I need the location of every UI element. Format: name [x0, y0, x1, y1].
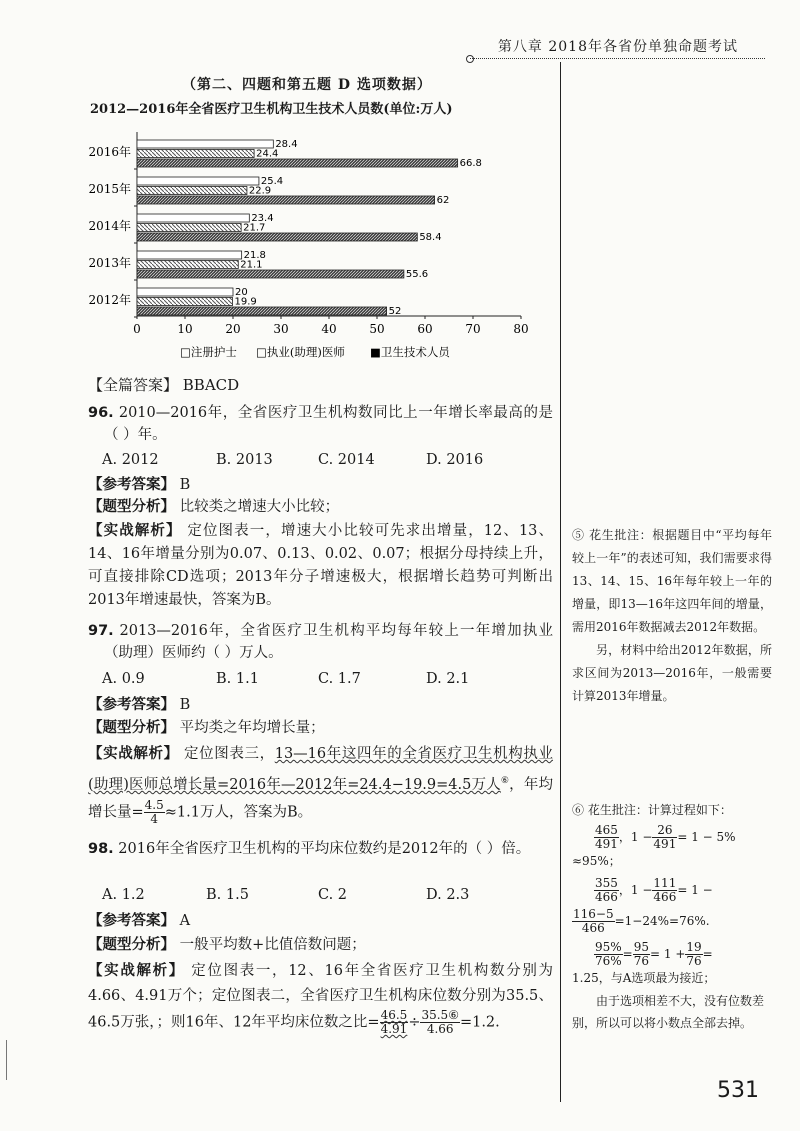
ref-answer-97: [88, 694, 553, 716]
type-label: 【题型分析】: [88, 498, 175, 515]
bar-注册护士: [137, 140, 273, 148]
option-a: A. 2012: [102, 452, 159, 468]
header-dot: [466, 55, 474, 63]
side-note-5-p2: 另，材料中给出2012年数据，所求区间为2013—2016年，一般需要计算2013年增量。: [572, 643, 772, 703]
data-label: 21.1: [240, 259, 263, 271]
x-tick-label: 50: [369, 322, 385, 336]
frac: $\frac{95}{76}$: [633, 940, 650, 968]
frac: $\frac{19}{76}$: [686, 940, 702, 968]
bar-注册护士: [137, 177, 259, 185]
frac: $\frac{26}{491}$: [653, 823, 677, 851]
sol-end: =1.2.: [459, 1014, 500, 1031]
question-stem: 2016年全省医疗卫生机构的平均床位数约是2012年的（ ）倍。: [118, 841, 531, 857]
category-label: 2014年: [88, 219, 131, 233]
calc-line-5: [572, 941, 772, 968]
calc-line-4: [572, 908, 772, 935]
type-analysis-97: [88, 717, 553, 739]
sol-text-highlight: 13—16年这四年的全省医疗卫生机构执业(助理)医师总增长量=2016年—2012年=24.4−19.9=4.5万人: [88, 746, 554, 793]
option-d: D. 2.3: [426, 887, 470, 903]
option-b: B. 1.1: [216, 671, 259, 687]
fraction-2: $\frac{\text{35.5⑥}}{4.66}$: [421, 1008, 459, 1036]
data-label: 52: [388, 306, 402, 317]
x-tick-label: 80: [513, 322, 529, 336]
question-96: [88, 402, 553, 446]
x-tick-label: 0: [133, 322, 141, 336]
sol-text: 定位图表一，12、16年全省医疗卫生机构数分别为4.66、4.91万个；定位图表二，全省医疗卫生机构床位数分别为35.5、46.5万张，；则16年、12年平均床位数之比=: [88, 963, 554, 1031]
data-label: 58.4: [419, 232, 442, 243]
sol-text-c: ，年均增长量=: [88, 776, 553, 821]
type-value: 平均类之年均增长量；: [179, 720, 325, 736]
type-analysis-98: [88, 934, 553, 956]
bar-卫生技术人员: [137, 270, 404, 278]
category-label: 2012年: [88, 293, 131, 307]
type-value: 比较类之增速大小比较；: [179, 499, 340, 515]
option-d: D. 2.1: [426, 671, 470, 687]
option-a: A. 1.2: [102, 887, 145, 903]
ref-answer-96: [88, 474, 553, 496]
data-label: 55.6: [405, 269, 429, 280]
bar-执业(助理)医师: [137, 261, 238, 269]
solution-97: [88, 740, 553, 826]
ref-label: 【参考答案】: [88, 476, 175, 493]
side-note-6: [572, 800, 772, 1034]
question-stem: 2010—2016年，全省医疗卫生机构数同比上一年增长率最高的是（ ）年。: [104, 405, 553, 443]
solution-98: [88, 958, 553, 1036]
header-rule: [470, 58, 765, 59]
data-label: 20: [235, 287, 248, 298]
bar-注册护士: [137, 251, 242, 259]
side-note-6-head: ⑥ 花生批注：计算过程如下：: [572, 803, 732, 817]
option-c: C. 2: [318, 887, 348, 903]
margin-divider: [560, 62, 561, 1102]
chapter-title: 第八章 2018年各省份单独命题考试: [497, 39, 738, 55]
calc-line-6: 1.25，与A选项最为接近；: [572, 971, 716, 985]
sol-text: 定位图表一，增速大小比较可先求出增量，12、13、14、16年增量分别为0.07、0.13、0.02、0.07；根据分母持续上升，可直接排除CD选项；2013年分子增速极大，根据增长趋势可判断出2013年增速最快，答案为B。: [88, 523, 554, 608]
category-label: 2015年: [88, 182, 131, 196]
calc-line-2: ≈95%；: [572, 854, 621, 868]
option-b: B. 1.5: [206, 887, 249, 903]
calc-text: =: [702, 947, 713, 961]
data-label: 19.9: [234, 296, 257, 308]
frac: $\frac{355}{466}$: [595, 876, 618, 904]
option-c: C. 1.7: [318, 671, 361, 687]
footnote-ref: ⑥: [500, 776, 510, 786]
x-tick-label: 60: [417, 322, 433, 336]
question-number: 98.: [88, 841, 114, 857]
page-header: [0, 0, 800, 60]
binding-mark: [6, 1040, 7, 1080]
option-d: D. 2016: [426, 452, 484, 468]
question-number: 96.: [88, 405, 114, 421]
page-number: 531: [717, 1078, 759, 1103]
calc-text: = 1 +: [650, 947, 686, 961]
calc-line-7: 由于选项相差不大，没有位数差别，所以可以将小数点全部去掉。: [572, 994, 765, 1030]
calc-line-1: [572, 824, 772, 851]
question-97: [88, 620, 553, 664]
question-stem: 2013—2016年，全省医疗卫生机构平均每年较上一年增加执业（助理）医师约（ ）万人。: [104, 623, 554, 661]
data-label: 24.4: [256, 148, 279, 160]
data-label: 66.8: [459, 158, 482, 169]
bar-卫生技术人员: [137, 196, 435, 204]
data-label: 25.4: [260, 176, 284, 187]
bar-chart: [80, 120, 540, 370]
legend-item: □执业(助理)医师: [256, 345, 345, 359]
legend-item: ■卫生技术人员: [370, 345, 450, 359]
calc-text: =1−24%=76%.: [614, 914, 710, 928]
bar-执业(助理)医师: [137, 224, 241, 232]
fraction: $\frac{4.5}{4}$: [144, 797, 164, 826]
calc-line-3: [572, 877, 772, 904]
divide-sign: ÷: [408, 1014, 421, 1031]
option-a: A. 0.9: [102, 671, 145, 687]
bar-卫生技术人员: [137, 159, 458, 167]
bar-执业(助理)医师: [137, 150, 254, 158]
ref-value: B: [179, 697, 191, 713]
answer-summary: 【全篇答案】 BBACD: [88, 376, 240, 394]
ref-label: 【参考答案】: [88, 696, 175, 713]
sol-text-d: ≈1.1万人，答案为B。: [164, 804, 313, 821]
x-tick-label: 70: [465, 322, 481, 336]
x-tick-label: 30: [273, 322, 289, 336]
data-label: 21.7: [243, 222, 266, 234]
data-label: 23.4: [251, 213, 274, 224]
frac: $\frac{95\%}{76\%}$: [595, 940, 622, 968]
bar-卫生技术人员: [137, 307, 387, 315]
data-label: 28.4: [275, 139, 298, 150]
category-label: 2013年: [88, 256, 131, 270]
calc-text: ，1 −: [618, 883, 653, 897]
calc-text: = 1 −: [677, 883, 713, 897]
x-tick-label: 20: [225, 322, 241, 336]
option-c: C. 2014: [318, 452, 375, 468]
ref-value: A: [179, 913, 191, 929]
fraction-1: $\frac{46.5}{4.91}$: [380, 1008, 408, 1036]
ref-answer-98: [88, 910, 553, 932]
sol-text-a: 定位图表三，: [183, 746, 275, 762]
type-label: 【题型分析】: [88, 936, 175, 953]
chart-caption: （第二、四题和第五题 D 选项数据）: [182, 77, 432, 93]
frac: $\frac{465}{491}$: [595, 823, 618, 851]
data-label: 62: [436, 195, 450, 206]
type-label: 【题型分析】: [88, 719, 175, 736]
sol-label: 【实战解析】: [88, 962, 185, 979]
bar-执业(助理)医师: [137, 298, 233, 306]
data-label: 22.9: [248, 185, 272, 197]
question-98: [88, 838, 553, 860]
frac: $\frac{111}{466}$: [653, 876, 677, 904]
x-tick-label: 10: [177, 322, 193, 336]
bar-注册护士: [137, 214, 249, 222]
data-label: 21.8: [243, 250, 266, 261]
type-value: 一般平均数+比值倍数问题；: [179, 937, 366, 953]
side-note-5: [572, 524, 772, 708]
calc-text: ，1 −: [618, 830, 653, 844]
ref-value: B: [179, 477, 191, 493]
frac: $\frac{116-5}{466}$: [573, 907, 614, 935]
sol-label: 【实战解析】: [88, 745, 179, 762]
option-b: B. 2013: [216, 452, 273, 468]
solution-96: [88, 519, 553, 612]
legend-item: □注册护士: [180, 345, 237, 359]
x-tick-label: 40: [321, 322, 337, 336]
ref-label: 【参考答案】: [88, 912, 175, 929]
bar-注册护士: [137, 288, 233, 296]
side-note-5-p1: ⑤ 花生批注：根据题目中“平均每年较上一年”的表述可知，我们需要求得13、14、15、16年每年较上一年的增量，即13—16年这四年间的增量，需用2016年数据减去2012年数据。: [572, 528, 772, 634]
chart-title: 2012—2016年全省医疗卫生机构卫生技术人员数(单位:万人): [90, 102, 453, 117]
calc-text: =: [622, 947, 633, 961]
type-analysis-96: [88, 496, 553, 518]
category-label: 2016年: [88, 145, 131, 159]
calc-text: = 1 − 5%: [677, 830, 736, 844]
bar-执业(助理)医师: [137, 187, 247, 195]
bar-卫生技术人员: [137, 233, 417, 241]
sol-label: 【实战解析】: [88, 522, 182, 539]
question-number: 97.: [88, 623, 114, 639]
